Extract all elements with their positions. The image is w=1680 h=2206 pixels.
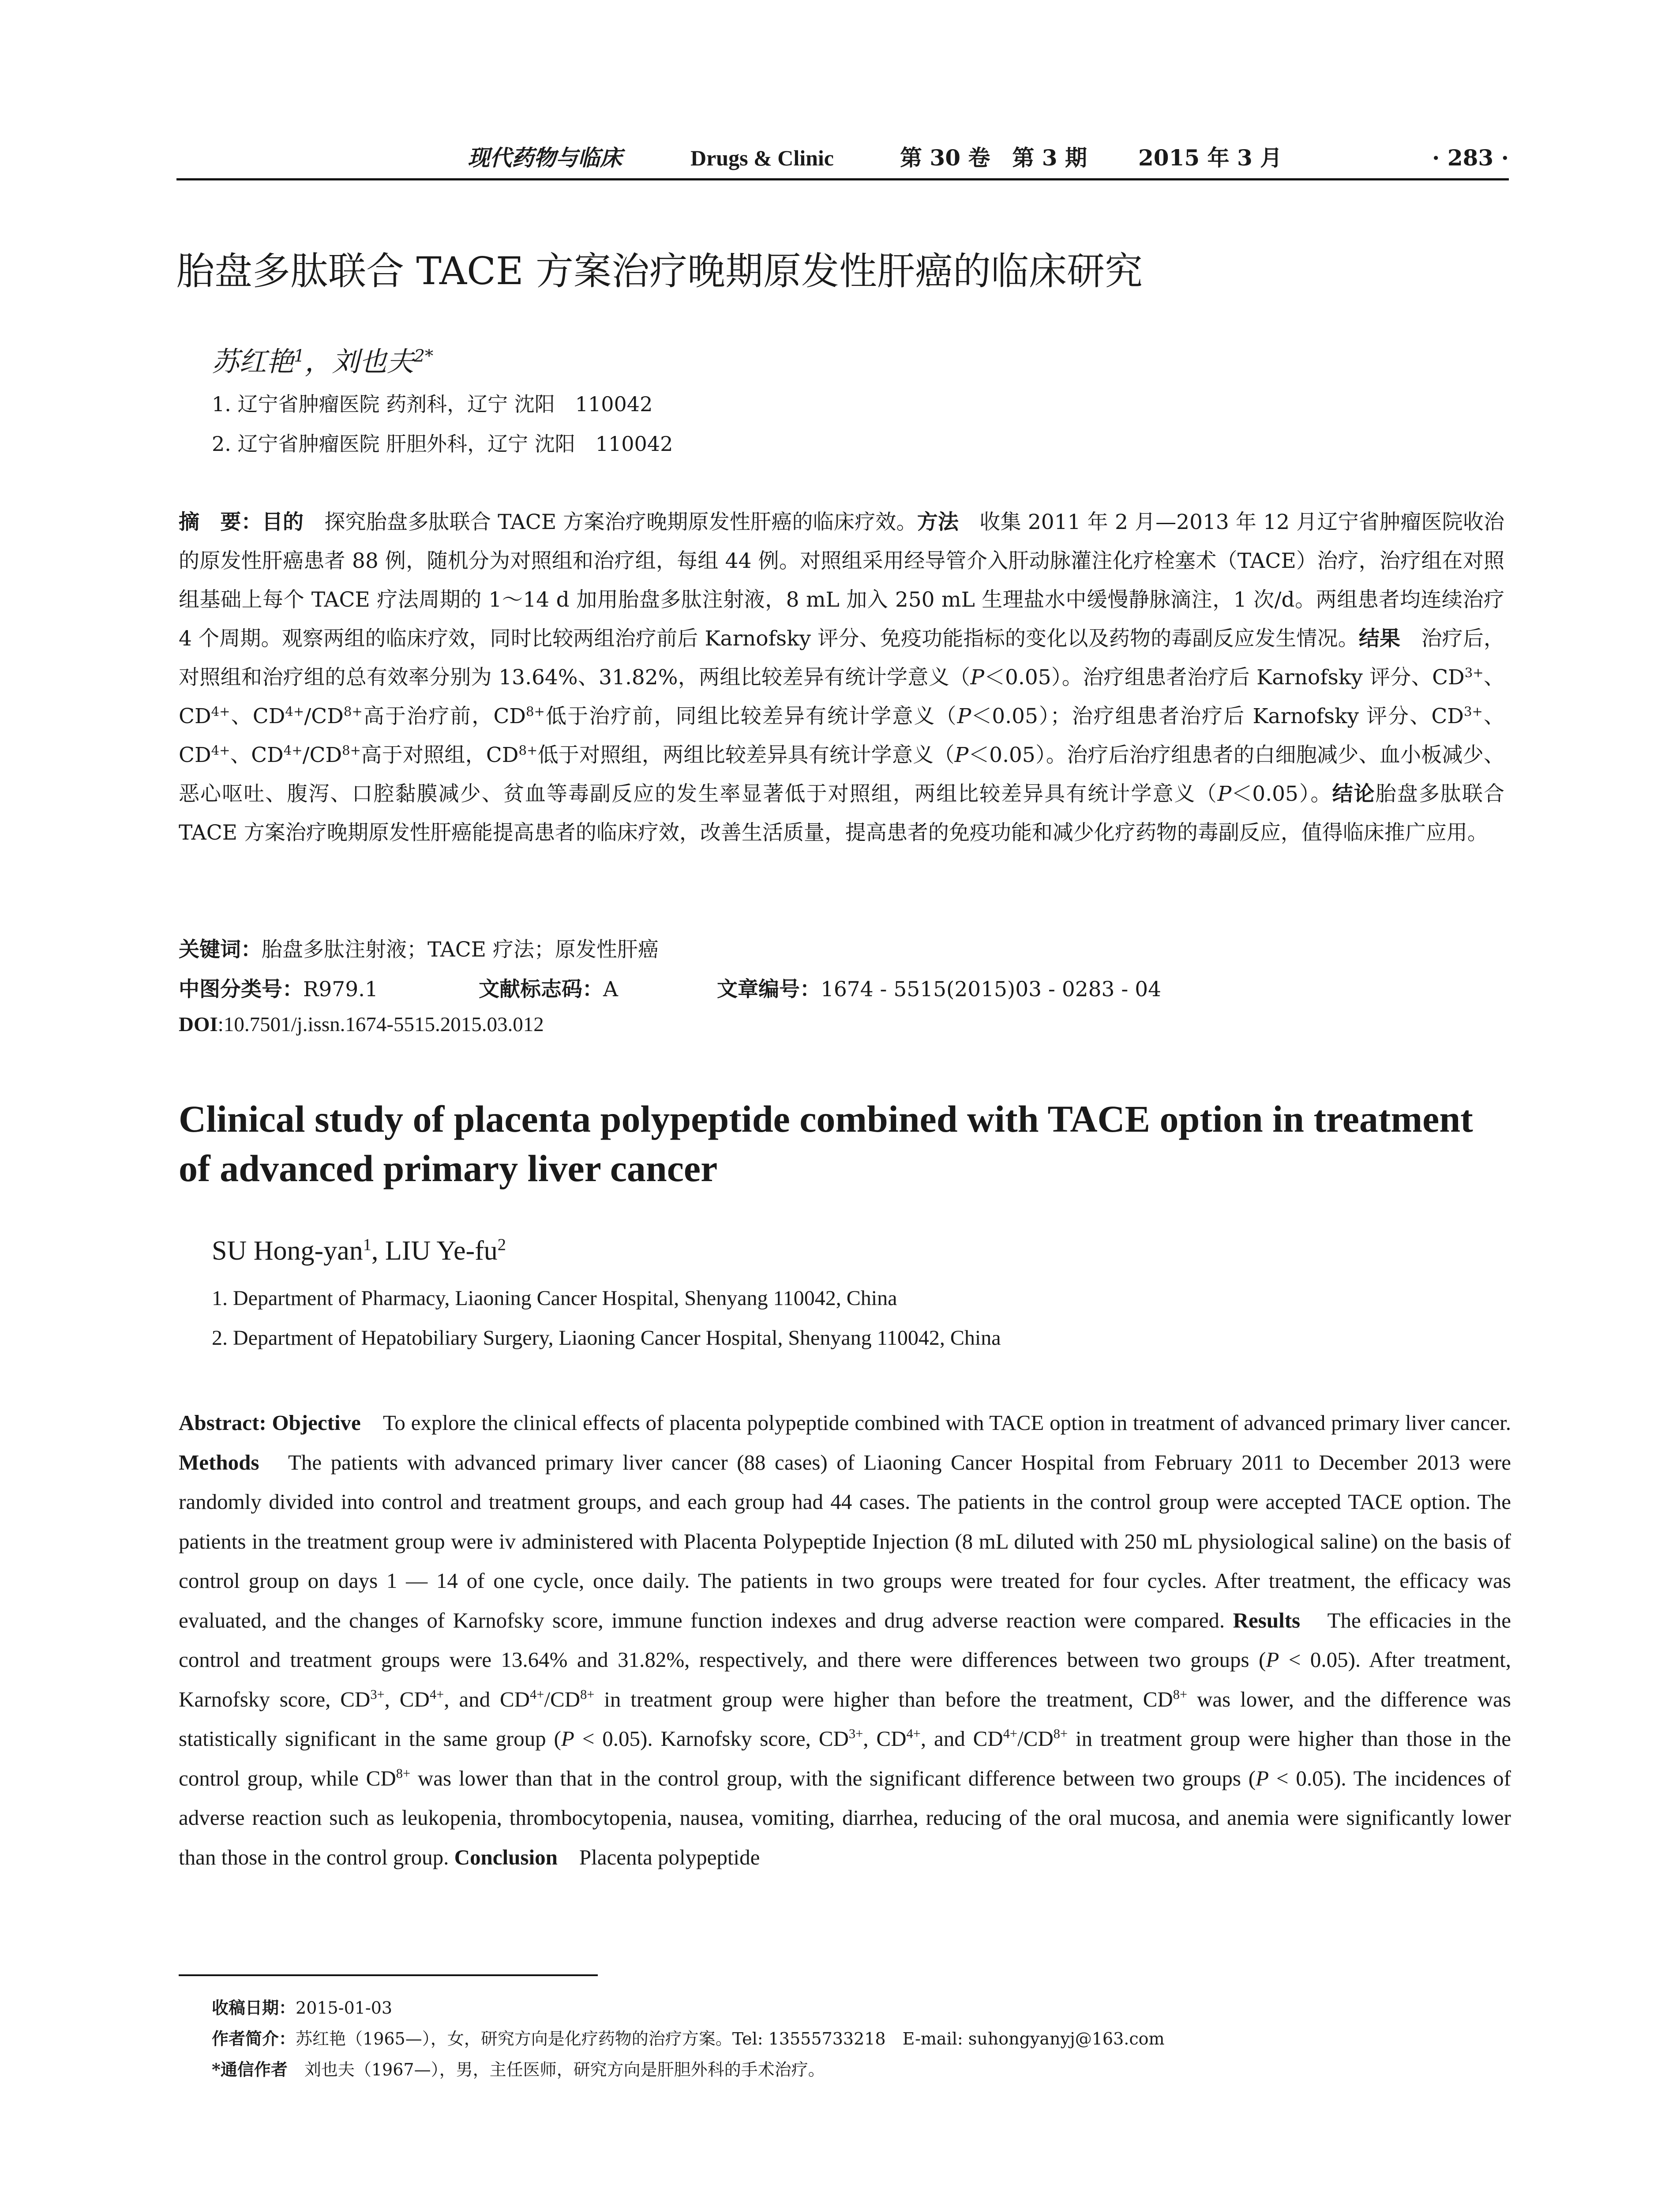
abstract-objective-label-en: Abstract: Objective	[179, 1411, 361, 1435]
authors-cn	[212, 340, 433, 379]
conclusion-text-cn: 胎盘多肽联合 TACE 方案治疗晚期原发性肝癌能提高患者的临床疗效，改善生活质量，提高患者的免疫功能和减少化疗药物的毒副反应，值得临床推广应用。	[179, 782, 1505, 845]
footnote-author-bio	[212, 2025, 1165, 2049]
doi-label: DOI	[179, 1013, 218, 1036]
results-text-en: /CD	[544, 1687, 581, 1711]
doc-code-label: 文献标志码：	[479, 977, 603, 1002]
results-text-cn: 高于治疗前，CD	[362, 704, 526, 728]
methods-label-cn: 方法	[917, 510, 959, 534]
methods-text-en: The patients with advanced primary liver cancer (88 cases) of Liaoning Cancer Hospital from February 2011 to December 2013 were randomly divided into control and treatment groups, and each group had 44 cases. The patients in the control group were accepted TACE option. The patients in the treatment group were iv administered with Placenta Polypeptide Injection (8 mL diluted with 250 mL physiological saline) on the basis of control group on days 1 — 14 of one cycle, once daily. The patients in two groups were treated for four cycles. After treatment, the efficacy was evaluated, and the changes of Karnofsky score, immune function indexes and drug adverse reaction were compared.	[179, 1450, 1511, 1632]
results-text-en: , and CD	[920, 1726, 1003, 1751]
doi-value: :10.7501/j.issn.1674-5515.2015.03.012	[218, 1013, 544, 1036]
results-text-en: /CD	[1017, 1726, 1054, 1751]
superscript: 4+	[283, 743, 303, 758]
received-date: 2015-01-03	[296, 1998, 393, 2018]
author-bio-label: 作者简介：	[212, 2029, 296, 2048]
results-text-cn: ＜0.05）。	[1231, 782, 1332, 806]
footnote-corresponding	[212, 2056, 825, 2080]
affiliation-en-2: 2. Department of Hepatobiliary Surgery, Liaoning Cancer Hospital, Shenyang 110042, China	[212, 1326, 1001, 1350]
superscript: 8+	[1053, 1726, 1068, 1741]
superscript: 8+	[343, 704, 363, 719]
keywords-label-cn: 关键词：	[179, 938, 262, 962]
author-2-en: LIU Ye-fu	[385, 1236, 498, 1266]
keywords-cn	[179, 933, 659, 963]
results-text-en: , and CD	[444, 1687, 530, 1711]
superscript: 8+	[580, 1687, 595, 1702]
superscript: 4+	[1003, 1726, 1018, 1741]
author-1-affil-cn: 1	[294, 346, 305, 366]
results-text-cn: ＜0.05）；治疗组患者治疗后 Karnofsky 评分、CD	[971, 704, 1464, 728]
page-number: · 283 ·	[1432, 145, 1509, 171]
methods-text-cn: 收集 2011 年 2 月—2013 年 12 月辽宁省肿瘤医院收治的原发性肝癌患者 88 例，随机分为对照组和治疗组，每组 44 例。对照组采用经导管介入肝动脉灌注化疗栓塞术（TACE）治疗，治疗组在对照组基础上每个 TACE 疗法周期的 1～14 d 加用胎盘多肽注射液，8 mL 加入 250 mL 生理盐水中缓慢静脉滴注，1 次/d。两组患者均连续治疗 4 个周期。观察两组的临床疗效，同时比较两组治疗前后 Karnofsky 评分、免疫功能指标的变化以及药物的毒副反应发生情况。	[179, 510, 1505, 651]
results-label-cn: 结果	[1358, 627, 1401, 651]
results-text-en: < 0.05). After treatment, Karnofsky score, CD	[179, 1647, 1511, 1711]
author-2-affil-cn: 2*	[414, 346, 434, 366]
author-separator: ，	[304, 345, 332, 378]
results-text-en: The efficacies in the control and treatment groups were 13.64% and 31.82%, respectively, and there were differences between two groups (	[179, 1608, 1511, 1672]
p-symbol: P	[561, 1726, 574, 1751]
p-symbol: P	[1256, 1766, 1269, 1790]
superscript: 4+	[429, 1687, 444, 1702]
article-number-value: 1674 - 5515(2015)03 - 0283 - 04	[821, 977, 1162, 1002]
results-text-cn: 高于对照组，CD	[361, 743, 519, 767]
superscript: 3+	[848, 1726, 863, 1741]
superscript: 3+	[370, 1687, 385, 1702]
results-text-cn: /CD	[302, 743, 342, 767]
issue-date: 2015 年 3 月	[1138, 145, 1282, 171]
p-symbol: P	[1217, 782, 1232, 806]
results-text-en: < 0.05). The incidences of adverse reaction such as leukopenia, thrombocytopenia, nausea, vomiting, diarrhea, reducing of the oral mucosa, and anemia were significantly lower than those in the control group.	[179, 1766, 1511, 1869]
conclusion-label-cn: 结论	[1332, 782, 1376, 806]
keywords-value-cn: 胎盘多肽注射液；TACE 疗法；原发性肝癌	[262, 938, 659, 962]
affiliation-cn-1: 1. 辽宁省肿瘤医院 药剂科，辽宁 沈阳 110042	[212, 392, 653, 416]
methods-label-en: Methods	[179, 1450, 259, 1474]
objective-text-en: To explore the clinical effects of placenta polypeptide combined with TACE option in treatment of advanced primary liver cancer.	[360, 1411, 1511, 1435]
superscript: 8+	[1173, 1687, 1188, 1702]
abstract-cn	[179, 503, 1504, 852]
results-text-cn: 、CD	[230, 743, 284, 767]
results-text-en: < 0.05). Karnofsky score, CD	[574, 1726, 849, 1751]
doc-code-value: A	[603, 977, 618, 1002]
authors-en	[212, 1235, 506, 1267]
results-label-en: Results	[1233, 1608, 1301, 1632]
results-text-en: was lower, and the difference was statistically significant in the same group (	[179, 1687, 1511, 1751]
results-text-en: in treatment group were higher than those in the control group, while CD	[179, 1726, 1511, 1790]
superscript: 8+	[396, 1766, 411, 1781]
results-text-cn: ＜0.05）。治疗后治疗组患者的白细胞减少、血小板减少、恶心呕吐、腹泻、口腔黏膜减少、贫血等毒副反应的发生率显著低于对照组，两组比较差异具有统计学意义（	[179, 743, 1504, 806]
superscript: 4+	[906, 1726, 921, 1741]
author-2-affil-en: 2	[497, 1235, 506, 1254]
results-text-cn: /CD	[304, 704, 344, 728]
affiliation-en-1: 1. Department of Pharmacy, Liaoning Cancer Hospital, Shenyang 110042, China	[212, 1287, 897, 1310]
superscript: 4+	[211, 743, 230, 758]
superscript: 4+	[285, 704, 304, 719]
author-2-cn: 刘也夫	[332, 345, 414, 378]
superscript: 8+	[342, 743, 361, 758]
superscript: 8+	[518, 743, 538, 758]
author-1-cn: 苏红艳	[212, 345, 294, 378]
clc-label: 中图分类号：	[179, 977, 303, 1002]
p-symbol: P	[1266, 1647, 1279, 1672]
results-text-cn: ＜0.05）。治疗组患者治疗后 Karnofsky 评分、CD	[984, 665, 1465, 690]
footnote-divider	[179, 1974, 598, 1976]
corresponding-label: *通信作者	[212, 2060, 288, 2079]
author-1-affil-en: 1	[363, 1235, 371, 1254]
p-symbol: P	[954, 743, 969, 767]
results-text-en: was lower than that in the control group, with the significant difference between two groups (	[410, 1766, 1256, 1790]
objective-label-cn: 目的	[262, 510, 304, 534]
results-text-cn: 、CD	[179, 665, 1505, 728]
footnote-received	[212, 1994, 392, 2018]
affiliation-cn-2: 2. 辽宁省肿瘤医院 肝胆外科，辽宁 沈阳 110042	[212, 432, 673, 456]
superscript: 4+	[530, 1687, 544, 1702]
results-text-en: in treatment group were higher than before the treatment, CD	[594, 1687, 1173, 1711]
p-symbol: P	[970, 665, 984, 690]
results-text-cn: 、CD	[179, 704, 1504, 767]
journal-name-en: Drugs & Clinic	[690, 146, 834, 170]
abstract-label-cn: 摘 要：	[179, 510, 262, 534]
superscript: 8+	[526, 704, 545, 719]
author-bio-text: 苏红艳（1965—），女，研究方向是化疗药物的治疗方案。Tel: 13555733218 E-mail: suhongyanyj@163.com	[296, 2029, 1165, 2048]
results-text-cn: 低于治疗前，同组比较差异有统计学意义（	[544, 704, 957, 728]
running-header	[176, 138, 1509, 180]
results-text-en: , CD	[863, 1726, 907, 1751]
results-text-cn: 、CD	[230, 704, 285, 728]
article-number-label: 文章编号：	[717, 977, 821, 1002]
abstract-en	[179, 1403, 1511, 1877]
volume-issue: 第 30 卷 第 3 期	[900, 145, 1087, 171]
title-en: Clinical study of placenta polypeptide combined with TACE option in treatment of advanced primary liver cancer	[179, 1098, 1473, 1189]
journal-name-cn: 现代药物与临床	[468, 145, 622, 171]
conclusion-text-en: Placenta polypeptide	[557, 1845, 760, 1869]
received-label: 收稿日期：	[212, 1998, 296, 2018]
doi-line	[179, 1013, 544, 1036]
results-text-cn: 低于对照组，两组比较差异具有统计学意义（	[537, 743, 955, 767]
superscript: 3+	[1463, 704, 1483, 719]
author-separator-en: ,	[371, 1236, 385, 1266]
corresponding-text: 刘也夫（1967—），男，主任医师，研究方向是肝胆外科的手术治疗。	[287, 2060, 825, 2079]
clc-value: R979.1	[303, 977, 378, 1002]
results-text-en: , CD	[384, 1687, 430, 1711]
author-1-en: SU Hong-yan	[212, 1236, 363, 1266]
superscript: 3+	[1464, 665, 1484, 680]
p-symbol: P	[957, 704, 971, 728]
results-text-cn: 治疗后，对照组和治疗组的总有效率分别为 13.64%、31.82%，两组比较差异有统计学意义（	[179, 627, 1504, 690]
superscript: 4+	[211, 704, 230, 719]
objective-text-cn: 探究胎盘多肽联合 TACE 方案治疗晚期原发性肝癌的临床疗效。	[304, 510, 917, 534]
conclusion-label-en: Conclusion	[454, 1845, 558, 1869]
title-cn: 胎盘多肽联合 TACE 方案治疗晚期原发性肝癌的临床研究	[176, 249, 1143, 293]
